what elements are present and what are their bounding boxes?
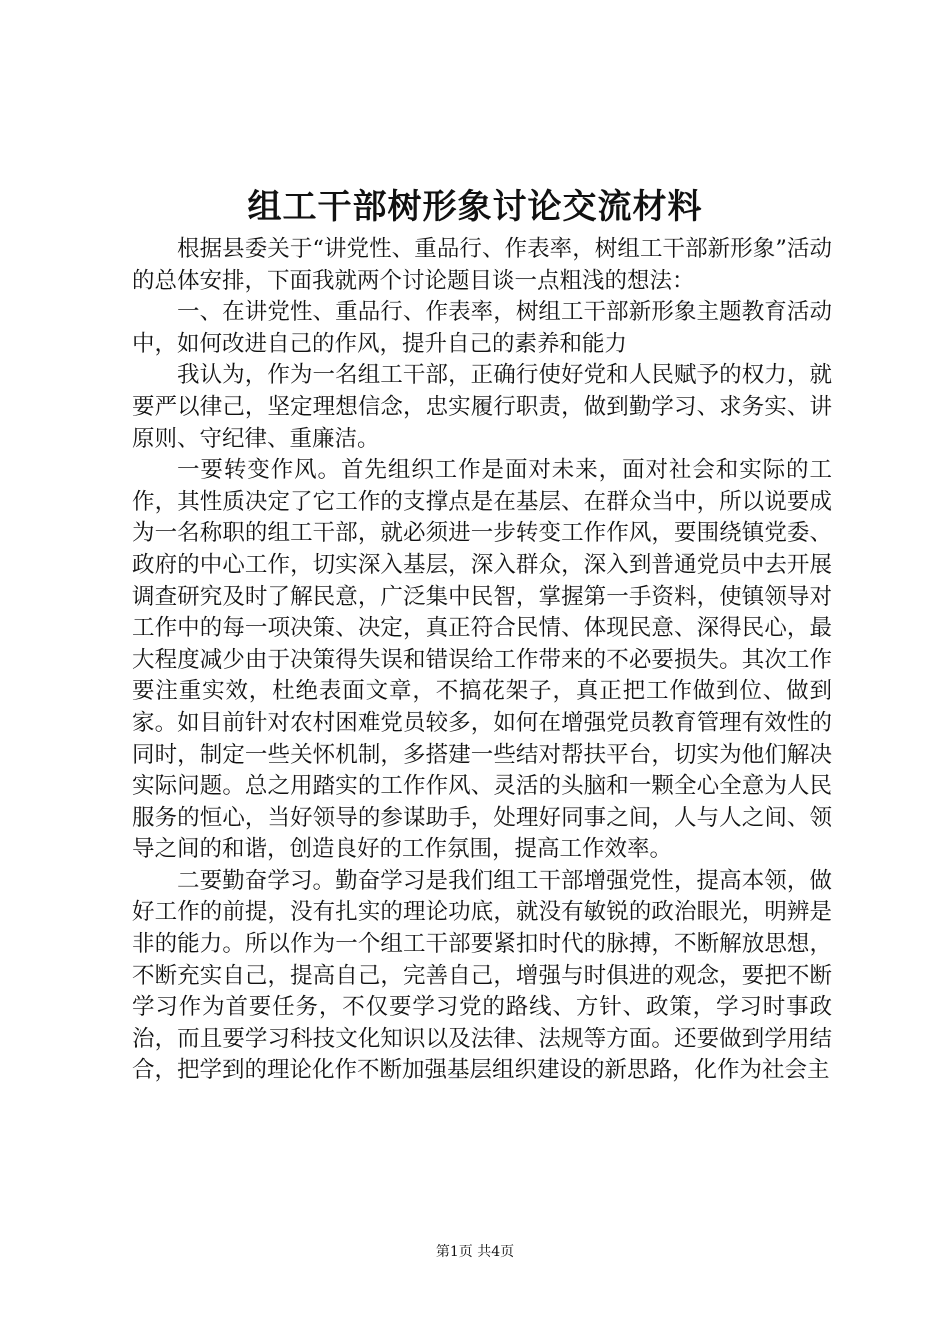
paragraph-intro: 根据县委关于“讲党性、重品行、作表率，树组工干部新形象”活动的总体安排，下面我就两个讨论题目谈一点粗浅的想法：: [132, 236, 832, 294]
document-title: 组工干部树形象讨论交流材料: [247, 187, 703, 227]
paragraph-study: 二要勤奋学习。勤奋学习是我们组工干部增强党性，提高本领，做好工作的前提，没有扎实的理论功底，就没有敏锐的政治眼光，明辨是非的能力。所以作为一个组工干部要紧扣时代的脉搏，不断解放思想，不断充实自己，提高自己，完善自己，增强与时俱进的观念，要把不断学习作为首要任务，不仅要学习党的路线、方针、政策，学习时事政治，而且要学习科技文化知识以及法律、法规等方面。还要做到学用结合，把学到的理论化作不断加强基层组织建设的新思路，化作为社会主: [132, 867, 832, 1084]
paragraph-opinion: 我认为，作为一名组工干部，正确行使好党和人民赋予的权力，就要严以律己，坚定理想信念，忠实履行职责，做到勤学习、求务实、讲原则、守纪律、重廉洁。: [132, 362, 832, 452]
document-body: [132, 234, 832, 1087]
page-number-footer: 第1页 共4页: [435, 1244, 515, 1260]
paragraph-topic-one: 一、在讲党性、重品行、作表率，树组工干部新形象主题教育活动中，如何改进自己的作风，提升自己的素养和能力: [132, 299, 832, 357]
paragraph-work-style: 一要转变作风。首先组织工作是面对未来，面对社会和实际的工作，其性质决定了它工作的支撑点是在基层、在群众当中，所以说要成为一名称职的组工干部，就必须进一步转变工作作风，要围绕镇党委、政府的中心工作，切实深入基层，深入群众，深入到普通党员中去开展调查研究及时了解民意，广泛集中民智，掌握第一手资料，使镇领导对工作中的每一项决策、决定，真正符合民情、体现民意、深得民心，最大程度减少由于决策得失误和错误给工作带来的不必要损失。其次工作要注重实效，杜绝表面文章，不搞花架子，真正把工作做到位、做到家。如目前针对农村困难党员较多，如何在增强党员教育管理有效性的同时，制定一些关怀机制，多搭建一些结对帮扶平台，切实为他们解决实际问题。总之用踏实的工作作风、灵活的头脑和一颗全心全意为人民服务的恒心，当好领导的参谋助手，处理好同事之间，人与人之间、领导之间的和谐，创造良好的工作氛围，提高工作效率。: [132, 457, 832, 863]
